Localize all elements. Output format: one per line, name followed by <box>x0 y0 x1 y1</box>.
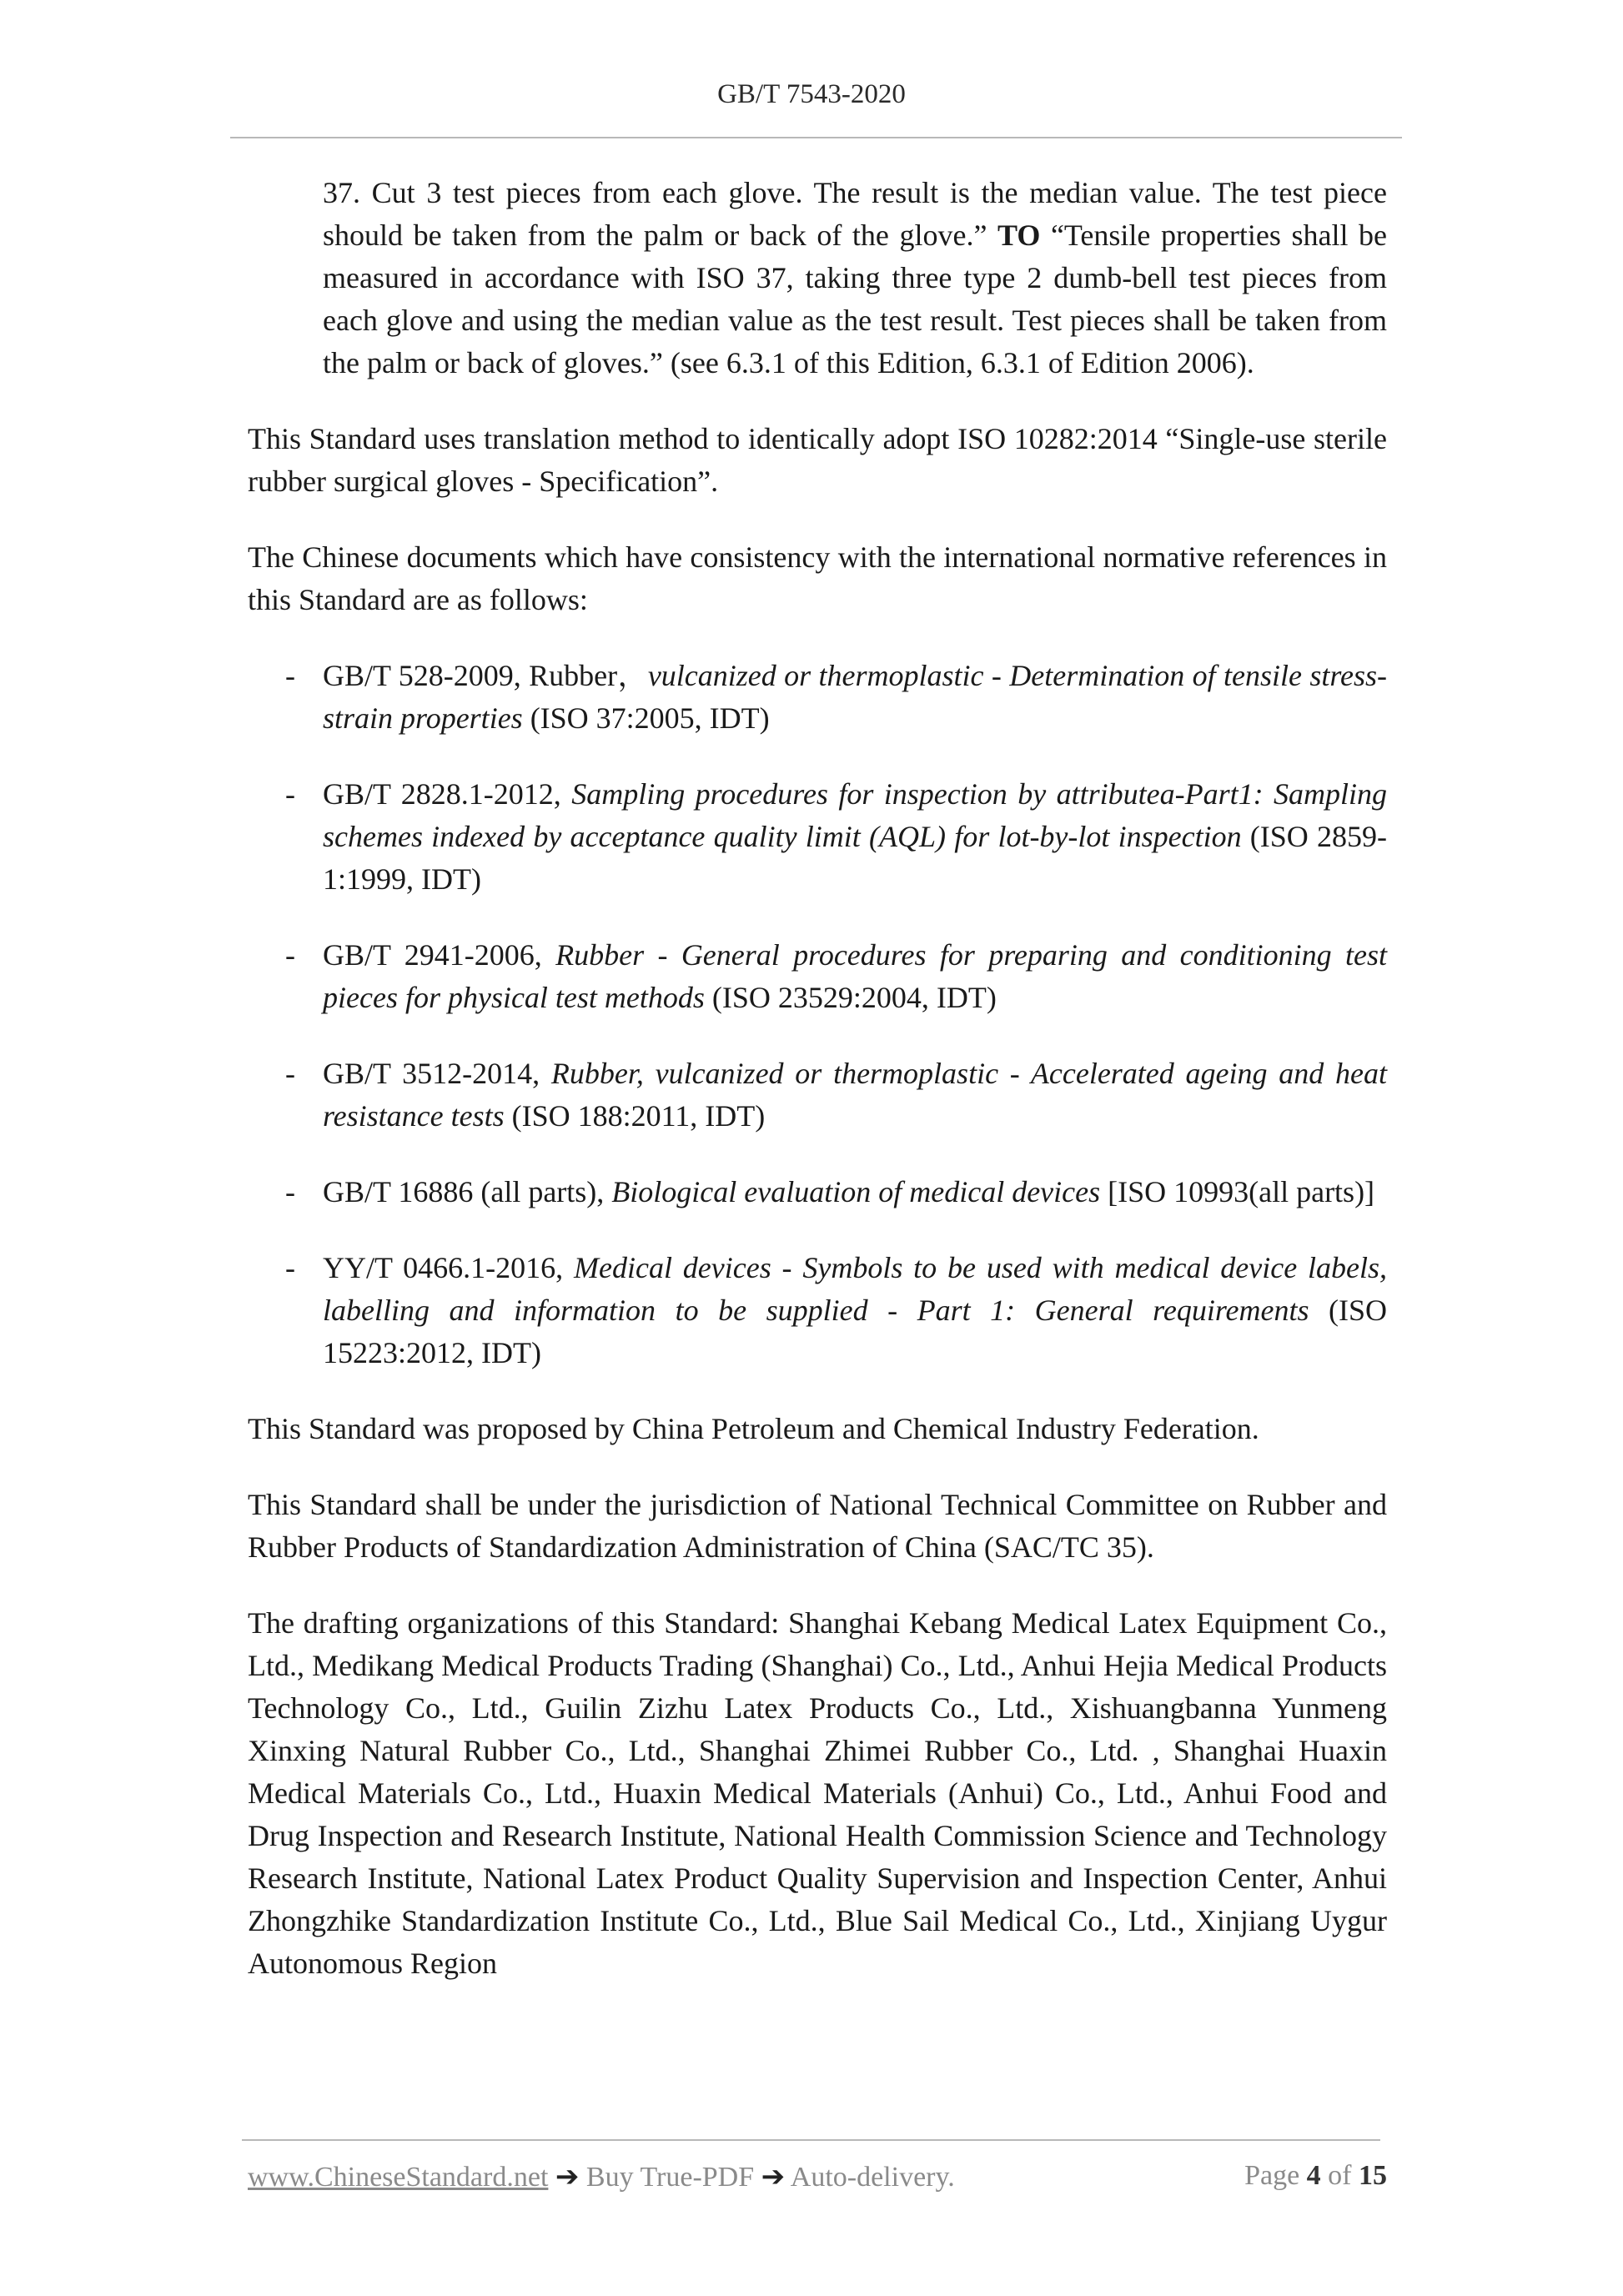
delivery-text: Auto-delivery. <box>790 2162 955 2193</box>
reference-item: - GB/T 2941-2006, Rubber - General procedures for preparing and conditioning test pieces for physical test methods (ISO 23529:2004, IDT) <box>285 938 1387 1014</box>
reference-item: - GB/T 528-2009, Rubber，vulcanized or thermoplastic - Determination of tensile stress-strain properties (ISO 37:2005, IDT) <box>285 659 1387 735</box>
reference-item: - GB/T 3512-2014, Rubber, vulcanized or thermoplastic - Accelerated ageing and heat resistance tests (ISO 188:2011, IDT) <box>285 1057 1388 1133</box>
arrow-right-icon: ➔ <box>761 2162 786 2193</box>
arrow-right-icon: ➔ <box>555 2162 580 2193</box>
document-body <box>248 172 1387 2018</box>
document-code: GB/T 7543-2020 <box>717 79 906 109</box>
current-page: 4 <box>1306 2160 1321 2191</box>
intro-paragraph: 37. Cut 3 test pieces from each glove. The result is the median value. The test piece should be taken from the palm or back of the glove.” TO “Tensile properties shall be measured in accordance with ISO 37, taking three type 2 dumb-bell test pieces from each glove and using the median value as the test result. Test pieces shall be taken from the palm or back of gloves.” (see 6.3.1 of this Edition, 6.3.1 of Edition 2006). <box>323 176 1388 379</box>
footer-divider <box>242 2139 1380 2141</box>
adoption-paragraph: This Standard uses translation method to identically adopt ISO 10282:2014 “Single-use sterile rubber surgical gloves - Specification”. <box>248 422 1387 498</box>
drafting-paragraph: The drafting organizations of this Standard: Shanghai Kebang Medical Latex Equipment Co., Ltd., Medikang Medical Products Trading (Shanghai) Co., Ltd., Anhui Hejia Medical Products Technology Co., Ltd., Guilin Zizhu Latex Products Co., Ltd., Xishuangbanna Yunmeng Xinxing Natural Rubber Co., Ltd., Shanghai Zhimei Rubber Co., Ltd. , Shanghai Huaxin Medical Materials Co., Ltd., Huaxin Medical Materials (Anhui) Co., Ltd., Anhui Food and Drug Inspection and Research Institute, National Health Commission Science and Technology Research Institute, National Latex Product Quality Supervision and Inspection Center, Anhui Zhongzhike Standardization Institute Co., Ltd., Blue Sail Medical Co., Ltd., Xinjiang Uygur Autonomous Region <box>248 1606 1387 1980</box>
buy-pdf-text: Buy True-PDF <box>585 2162 755 2193</box>
proposed-paragraph: This Standard was proposed by China Petroleum and Chemical Industry Federation. <box>248 1412 1259 1445</box>
page-footer <box>248 2160 1387 2193</box>
total-pages: 15 <box>1359 2160 1387 2191</box>
page-indicator: Page 4 of 15 <box>1244 2160 1387 2191</box>
consistency-paragraph: The Chinese documents which have consistency with the international normative references in this Standard are as follows: <box>248 540 1387 616</box>
header-divider <box>230 137 1402 138</box>
reference-item: - YY/T 0466.1-2016, Medical devices - Symbols to be used with medical device labels, labelling and information to be supplied - Part 1: General requirements (ISO 15223:2012, IDT) <box>285 1251 1388 1369</box>
jurisdiction-paragraph: This Standard shall be under the jurisdiction of National Technical Committee on Rubber and Rubber Products of Standardization Administration of China (SAC/TC 35). <box>248 1488 1387 1564</box>
reference-item: - GB/T 2828.1-2012, Sampling procedures for inspection by attributea-Part1: Sampling schemes indexed by acceptance quality limit (AQL) for lot-by-lot inspection (ISO 2859-1:1999, IDT) <box>285 777 1388 896</box>
reference-item: - GB/T 16886 (all parts), Biological evaluation of medical devices [ISO 10993(all parts)] <box>285 1175 1375 1208</box>
site-link[interactable]: www.ChineseStandard.net <box>248 2162 549 2193</box>
footer-left <box>248 2160 955 2193</box>
page-header <box>0 79 1623 110</box>
